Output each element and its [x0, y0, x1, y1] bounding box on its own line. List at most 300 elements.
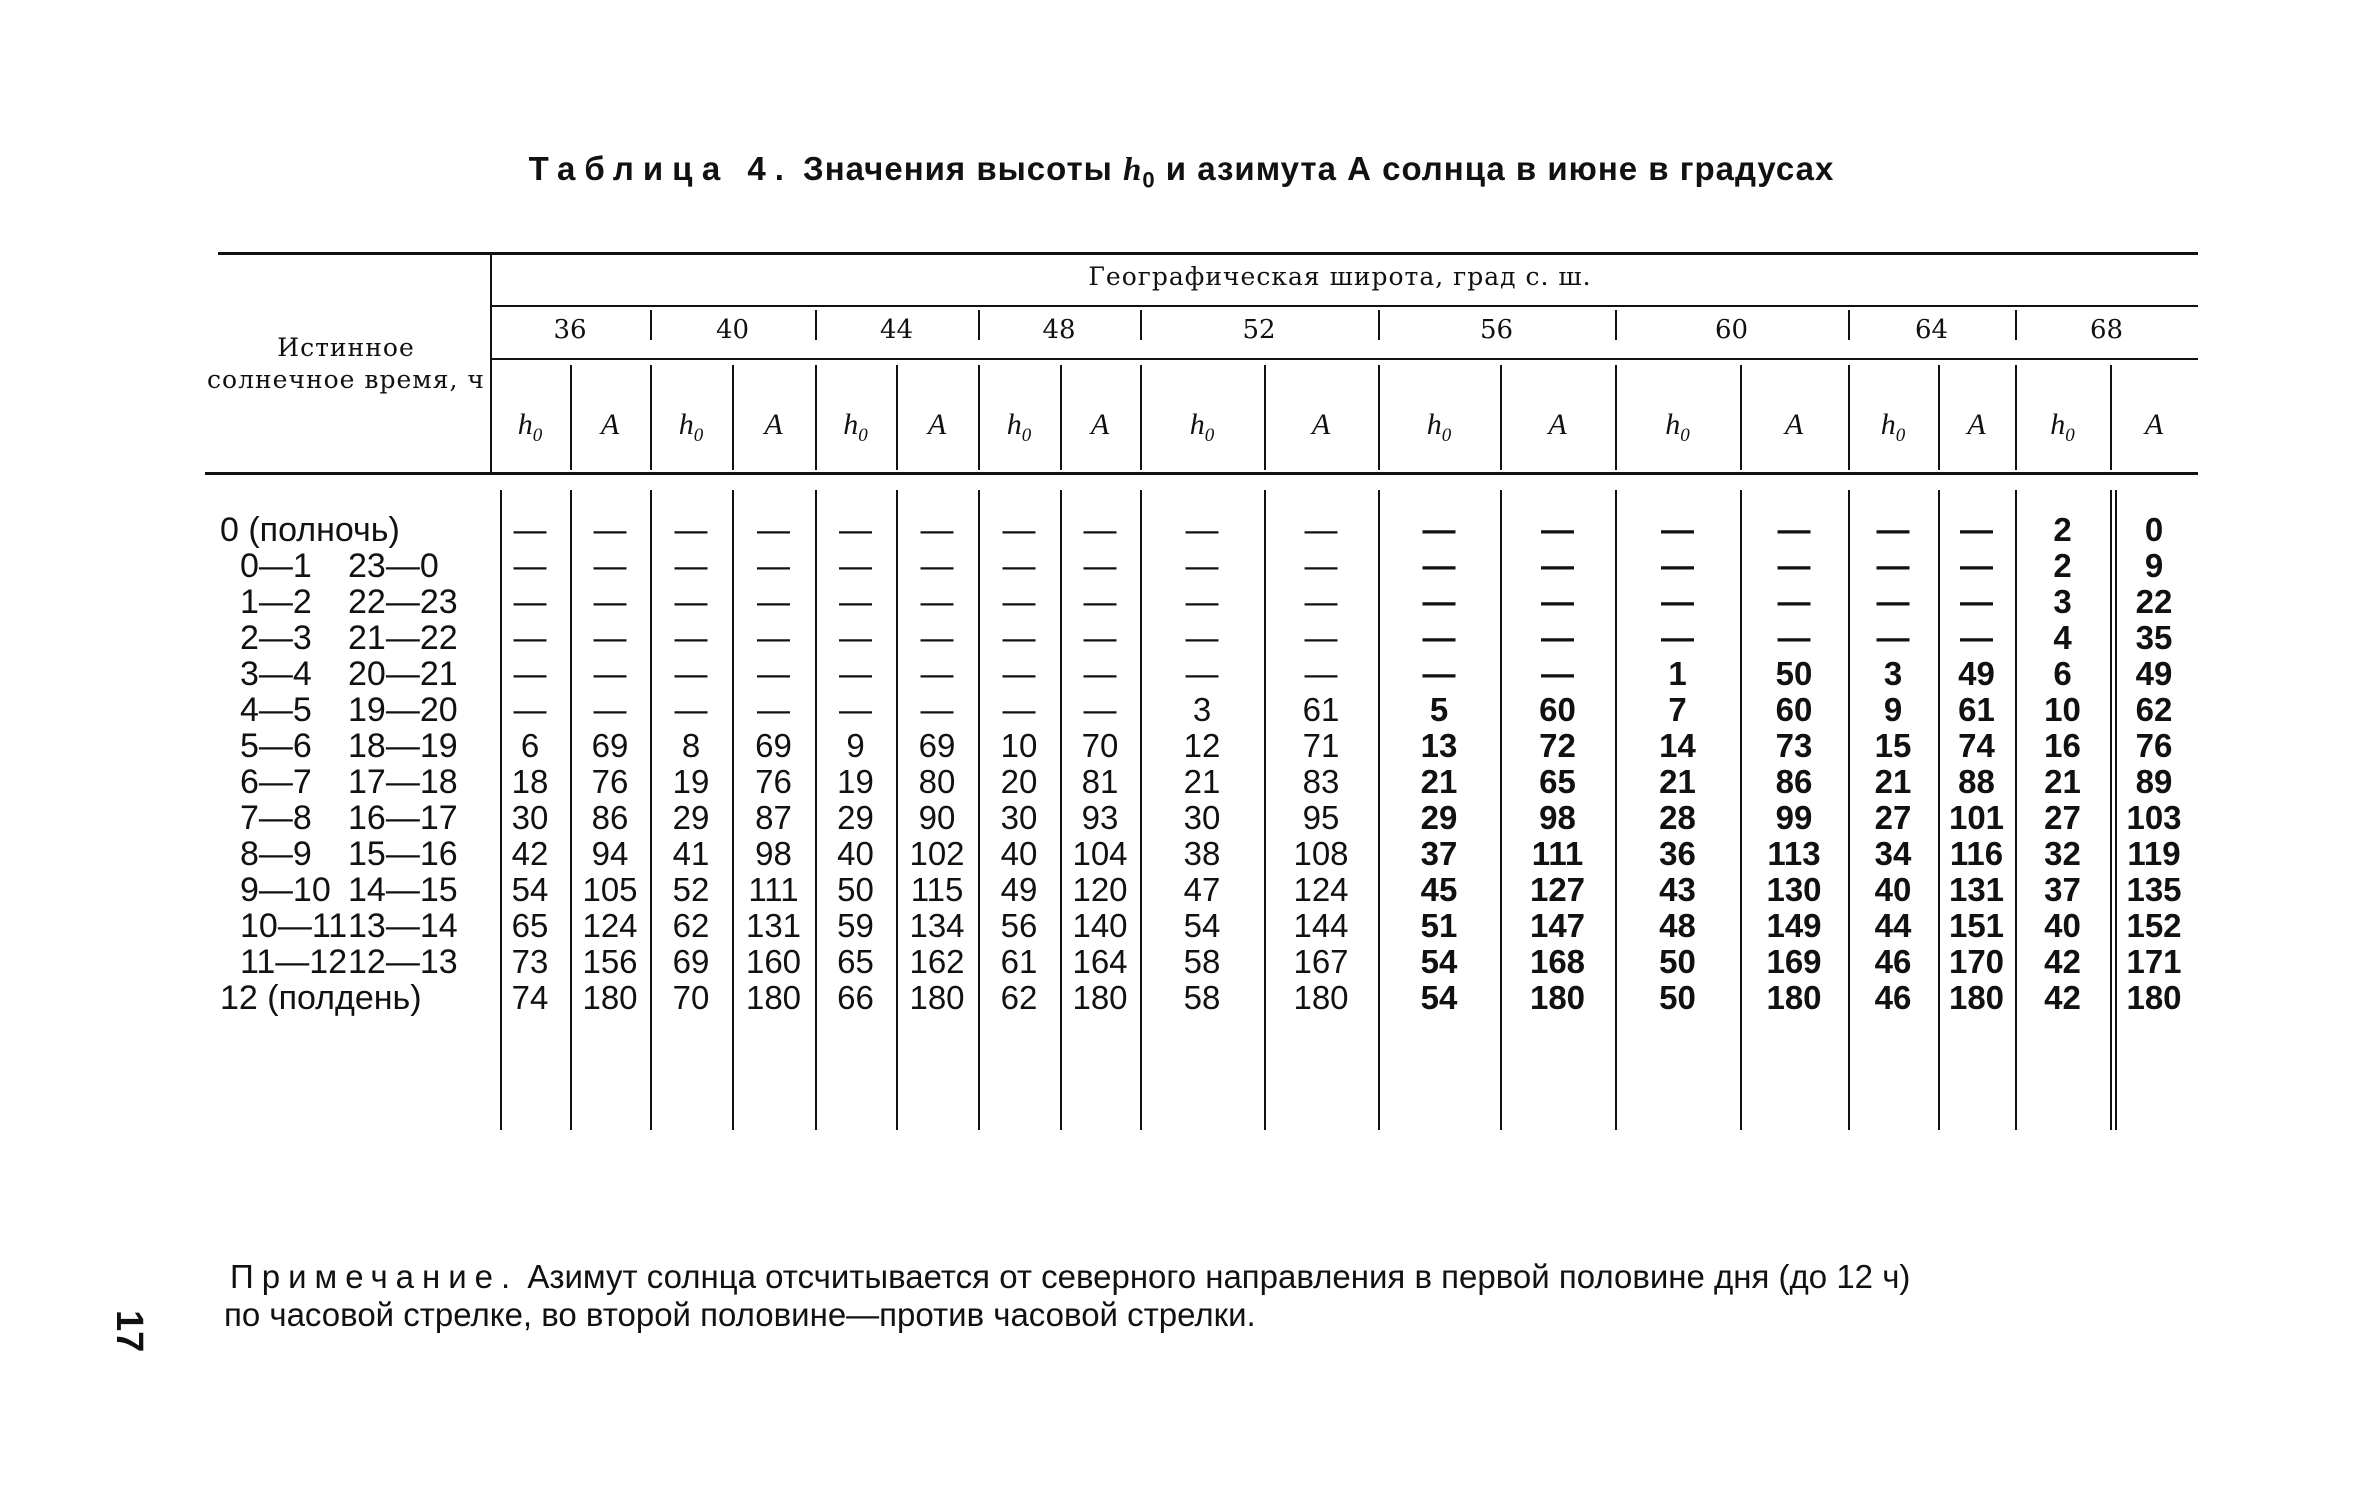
- table-cell: 87: [755, 799, 792, 836]
- table-cell: 21: [1874, 763, 1912, 800]
- table-cell: 1: [1668, 655, 1687, 692]
- table-cell: —: [1661, 511, 1694, 548]
- table-cell: 116: [1949, 835, 2004, 872]
- table-cell: —: [513, 655, 547, 692]
- row-label-morning: 10—11: [240, 907, 348, 945]
- latitude-label: 60: [1714, 315, 1749, 345]
- table-cell: 76: [591, 763, 629, 800]
- table-cell: —: [1777, 547, 1811, 584]
- table-title: [0, 150, 2363, 194]
- column-60-h: [1615, 512, 1740, 1016]
- table-cell: —: [1541, 619, 1574, 656]
- note-line-1: Азимут солнца отсчитывается от северного направления в первой половине дня (до 12 ч): [527, 1258, 1911, 1295]
- table-cell: 0: [2144, 511, 2164, 548]
- table-cell: 60: [1539, 691, 1576, 728]
- table-cell: 119: [2127, 835, 2181, 872]
- table-cell: 10: [1000, 727, 1038, 764]
- subheader-h0: $h_0$: [1006, 408, 1032, 446]
- table-cell: 56: [1000, 907, 1038, 944]
- table-cell: 52: [672, 871, 710, 908]
- row-header: Истинное солнечное время, ч: [207, 333, 485, 394]
- table-cell: —: [839, 511, 872, 548]
- table-cell: —: [1960, 547, 1993, 584]
- table-cell: 69: [918, 727, 956, 764]
- note-label: Примечание.: [230, 1258, 519, 1295]
- row-label-evening: 17—18: [348, 763, 458, 801]
- table-cell: 70: [672, 979, 710, 1016]
- row-label-evening: 12—13: [348, 943, 458, 981]
- table-cell: 37: [1420, 835, 1458, 872]
- table-cell: 80: [918, 763, 956, 800]
- latitude-header: Географическая широта, град с. ш.: [1088, 262, 1592, 291]
- table-cell: —: [1002, 547, 1036, 584]
- table-cell: —: [1304, 511, 1338, 548]
- table-cell: —: [1422, 583, 1456, 620]
- table-cell: 62: [2135, 691, 2173, 728]
- table-cell: 51: [1420, 907, 1458, 944]
- table-cell: 22: [2135, 583, 2173, 620]
- table-cell: —: [1541, 511, 1574, 548]
- table-cell: 180: [582, 979, 638, 1016]
- row-label-morning: 3—4: [240, 655, 312, 693]
- table-cell: 72: [1539, 727, 1576, 764]
- table-cell: 46: [1874, 943, 1912, 980]
- table-cell: 58: [1183, 979, 1221, 1016]
- subheader-a: A: [1784, 408, 1804, 441]
- table-cell: 10: [2044, 691, 2081, 728]
- table-cell: —: [1422, 655, 1456, 692]
- title-prefix: Таблица 4.: [528, 150, 793, 187]
- subheader-a: A: [2144, 408, 2164, 441]
- table-cell: —: [1422, 511, 1456, 548]
- table-cell: 29: [672, 799, 710, 836]
- table-cell: 69: [755, 727, 792, 764]
- table-cell: 6: [2053, 655, 2072, 692]
- table-cell: 9: [2144, 547, 2164, 584]
- table-cell: —: [920, 547, 954, 584]
- table-cell: —: [757, 583, 790, 620]
- table-cell: 49: [1958, 655, 1995, 692]
- table-cell: —: [1960, 619, 1993, 656]
- table-cell: 40: [1000, 835, 1038, 872]
- column-56-h: [1378, 512, 1500, 1016]
- table-cell: —: [757, 511, 790, 548]
- table-cell: —: [1777, 511, 1811, 548]
- subheader-a: A: [927, 408, 947, 441]
- table-cell: —: [1002, 691, 1036, 728]
- table-cell: 29: [1420, 799, 1458, 836]
- table-cell: 180: [745, 979, 802, 1016]
- table-cell: 90: [918, 799, 956, 836]
- table-cell: 3: [2053, 583, 2072, 620]
- table-cell: —: [839, 691, 872, 728]
- table-cell: —: [1777, 583, 1811, 620]
- table-cell: —: [1304, 619, 1338, 656]
- table-cell: —: [1002, 655, 1036, 692]
- table-cell: 40: [1874, 871, 1912, 908]
- row-label-morning: 2—3: [240, 619, 312, 657]
- column-40-h: [650, 512, 732, 1016]
- subheader-h0: $h_0$: [1189, 408, 1215, 446]
- row-label-evening: 23—0: [348, 547, 439, 585]
- subheader-h0: $h_0$: [1426, 408, 1452, 446]
- table-cell: 38: [1183, 835, 1221, 872]
- table-cell: 108: [1293, 835, 1349, 872]
- note: [224, 1258, 2230, 1334]
- table-cell: 61: [1958, 691, 1995, 728]
- column-40-A: [732, 512, 815, 1016]
- table-cell: 111: [1531, 835, 1584, 872]
- table-cell: 73: [511, 943, 549, 980]
- table-cell: —: [1185, 547, 1219, 584]
- row-label-morning: 1—2: [240, 583, 312, 621]
- row-label-morning: 0 (полночь): [220, 511, 400, 549]
- subheader-h0: $h_0$: [2050, 408, 2075, 446]
- table-cell: 5: [1429, 691, 1449, 728]
- table-cell: 135: [2126, 871, 2182, 908]
- column-52-A: [1264, 512, 1378, 1016]
- subheader-rule: [490, 358, 2198, 360]
- table-cell: 58: [1183, 943, 1221, 980]
- table-cell: —: [1083, 583, 1117, 620]
- subheader-h0: $h_0$: [517, 408, 543, 446]
- table-cell: 42: [511, 835, 549, 872]
- table-cell: —: [1083, 655, 1117, 692]
- table-cell: 42: [2044, 979, 2081, 1016]
- table-cell: 115: [910, 871, 964, 908]
- table-cell: —: [674, 511, 708, 548]
- table-cell: 50: [837, 871, 874, 908]
- latitude-label: 48: [1042, 315, 1076, 345]
- subheader-h0: $h_0$: [678, 408, 704, 446]
- table-cell: —: [593, 691, 627, 728]
- table-cell: —: [513, 583, 547, 620]
- row-label-morning: 6—7: [240, 763, 312, 801]
- table-cell: 30: [1000, 799, 1038, 836]
- column-64-A: [1938, 512, 2015, 1016]
- table-cell: —: [757, 547, 790, 584]
- table-cell: 54: [511, 871, 549, 908]
- latitude-label: 56: [1479, 315, 1514, 345]
- table-cell: 50: [1775, 655, 1813, 692]
- table-cell: 134: [909, 907, 965, 944]
- table-cell: 48: [1659, 907, 1696, 944]
- table-cell: —: [1541, 547, 1574, 584]
- table-cell: 27: [1874, 799, 1912, 836]
- table-cell: —: [757, 655, 790, 692]
- table-cell: 2: [2053, 511, 2072, 548]
- table-cell: 30: [1183, 799, 1221, 836]
- table-cell: 40: [2044, 907, 2081, 944]
- column-36-h: [490, 512, 570, 1016]
- table-cell: —: [839, 619, 872, 656]
- table-cell: 151: [1948, 907, 2005, 944]
- table-cell: 3: [1883, 655, 1903, 692]
- table-cell: 29: [837, 799, 874, 836]
- table-cell: 35: [2135, 619, 2173, 656]
- table-cell: 73: [1775, 727, 1813, 764]
- table-cell: 62: [672, 907, 710, 944]
- table-cell: 169: [1766, 943, 1822, 980]
- table-cell: 9: [846, 727, 865, 764]
- table-cell: 149: [1766, 907, 1822, 944]
- table-cell: 86: [1775, 763, 1813, 800]
- table-cell: 81: [1081, 763, 1119, 800]
- row-label-evening: 22—23: [348, 583, 458, 621]
- table-cell: 69: [591, 727, 629, 764]
- table-cell: 8: [681, 727, 701, 764]
- table-cell: 83: [1302, 763, 1340, 800]
- table-cell: 104: [1072, 835, 1128, 872]
- table-cell: —: [1541, 655, 1574, 692]
- table-cell: —: [920, 511, 954, 548]
- table-cell: 74: [1958, 727, 1995, 764]
- table-cell: —: [1083, 511, 1117, 548]
- table-cell: 140: [1072, 907, 1128, 944]
- row-label-evening: 20—21: [348, 655, 458, 693]
- table-cell: 99: [1775, 799, 1813, 836]
- table-cell: 49: [1000, 871, 1038, 908]
- row-label-evening: 21—22: [348, 619, 458, 657]
- table-cell: 28: [1659, 799, 1696, 836]
- table-cell: 74: [511, 979, 549, 1016]
- table-cell: —: [674, 691, 708, 728]
- table-cell: —: [1185, 655, 1219, 692]
- table-cell: 34: [1874, 835, 1912, 872]
- table-cell: 15: [1874, 727, 1912, 764]
- table-cell: 98: [1539, 799, 1576, 836]
- table-cell: 61: [1000, 943, 1038, 980]
- table-cell: —: [1304, 655, 1338, 692]
- table-cell: 93: [1081, 799, 1119, 836]
- row-label-evening: 16—17: [348, 799, 458, 837]
- table-cell: 59: [837, 907, 874, 944]
- subheader-a: A: [1967, 408, 1986, 441]
- table-cell: 65: [511, 907, 549, 944]
- column-48-A: [1060, 512, 1140, 1016]
- column-60-A: [1740, 512, 1848, 1016]
- subheader-h0: $h_0$: [1665, 408, 1690, 446]
- table-cell: 88: [1958, 763, 1995, 800]
- subheader-h0: $h_0$: [1880, 408, 1906, 446]
- table-cell: 71: [1302, 727, 1340, 764]
- table-cell: —: [513, 619, 547, 656]
- table-cell: 44: [1874, 907, 1912, 944]
- table-cell: —: [513, 511, 547, 548]
- subheader-a: A: [764, 408, 783, 441]
- title-symbol: h: [1123, 152, 1143, 188]
- row-label-evening: 14—15: [348, 871, 458, 909]
- table-cell: —: [1304, 547, 1338, 584]
- row-label-morning: 12 (полдень): [220, 979, 422, 1017]
- title-suffix: и азимута А солнца в июне в градусах: [1165, 150, 1835, 187]
- table-cell: 144: [1293, 907, 1349, 944]
- table-cell: —: [1083, 547, 1117, 584]
- table-cell: 32: [2044, 835, 2081, 872]
- table-cell: —: [593, 511, 627, 548]
- table-cell: 21: [1420, 763, 1458, 800]
- table-cell: —: [1002, 511, 1036, 548]
- subheader-a: A: [600, 408, 620, 441]
- table-cell: 147: [1529, 907, 1586, 944]
- table-cell: 21: [1659, 763, 1696, 800]
- table-cell: 46: [1874, 979, 1912, 1016]
- latitude-label: 68: [2089, 315, 2124, 345]
- column-48-h: [978, 512, 1060, 1016]
- table-cell: 168: [1529, 943, 1586, 980]
- table-cell: —: [513, 547, 547, 584]
- title-text: Значения высоты: [803, 150, 1113, 187]
- table-cell: —: [920, 619, 954, 656]
- table-cell: 65: [1539, 763, 1576, 800]
- table-cell: —: [920, 583, 954, 620]
- table-cell: —: [674, 655, 708, 692]
- table-cell: —: [674, 583, 708, 620]
- table-cell: 61: [1302, 691, 1340, 728]
- table-cell: —: [757, 619, 790, 656]
- table-cell: 180: [1529, 979, 1586, 1016]
- table-cell: 102: [909, 835, 965, 872]
- table-cell: 54: [1420, 979, 1458, 1016]
- table-cell: 124: [1293, 871, 1349, 908]
- table-cell: —: [1422, 619, 1456, 656]
- table-cell: 160: [745, 943, 802, 980]
- latitude-label: 36: [553, 315, 587, 345]
- table-cell: —: [1002, 619, 1036, 656]
- table-cell: —: [1661, 547, 1694, 584]
- table-cell: 103: [2126, 799, 2182, 836]
- table-cell: 60: [1775, 691, 1813, 728]
- table-cell: 54: [1183, 907, 1221, 944]
- header-bottom-rule: [205, 472, 2198, 475]
- table-cell: 89: [2135, 763, 2173, 800]
- table-cell: 65: [837, 943, 874, 980]
- table-cell: 6: [520, 727, 540, 764]
- table-cell: 37: [2044, 871, 2081, 908]
- table-cell: —: [1876, 583, 1910, 620]
- table-cell: —: [1185, 583, 1219, 620]
- column-68-A: [2110, 512, 2198, 1016]
- table-cell: 171: [2126, 943, 2182, 980]
- table-cell: —: [1876, 619, 1910, 656]
- row-label-morning: 7—8: [240, 799, 312, 837]
- table-cell: 50: [1659, 979, 1696, 1016]
- table-cell: 86: [591, 799, 629, 836]
- table-cell: 3: [1192, 691, 1212, 728]
- table-cell: —: [1661, 583, 1694, 620]
- latitude-label: 44: [879, 315, 914, 345]
- table-cell: 152: [2126, 907, 2182, 944]
- table-cell: 2: [2053, 547, 2072, 584]
- table-cell: 180: [1293, 979, 1349, 1016]
- top-rule: [218, 252, 2198, 255]
- table-cell: —: [1661, 619, 1694, 656]
- latitude-label: 64: [1914, 315, 1949, 345]
- table-cell: —: [839, 547, 872, 584]
- latitude-label: 40: [715, 315, 750, 345]
- row-label-morning: 0—1: [240, 547, 312, 585]
- table-cell: 45: [1420, 871, 1458, 908]
- column-52-h: [1140, 512, 1264, 1016]
- latitude-rule: [490, 305, 2198, 307]
- table-cell: —: [1185, 511, 1219, 548]
- table-cell: —: [1083, 619, 1117, 656]
- table-cell: —: [1304, 583, 1338, 620]
- table-cell: —: [674, 619, 708, 656]
- table-cell: 7: [1668, 691, 1687, 728]
- subheader-a: A: [1311, 408, 1331, 441]
- table-cell: 36: [1659, 835, 1696, 872]
- table-cell: 127: [1529, 871, 1586, 908]
- table-cell: 98: [755, 835, 792, 872]
- table-cell: 167: [1293, 943, 1349, 980]
- table-cell: 27: [2044, 799, 2081, 836]
- row-label-evening: 18—19: [348, 727, 458, 765]
- table-cell: 4: [2053, 619, 2072, 656]
- title-symbol-sub: 0: [1142, 167, 1156, 193]
- table-cell: —: [839, 655, 872, 692]
- table-cell: 70: [1081, 727, 1119, 764]
- table-cell: —: [593, 619, 627, 656]
- table-cell: 76: [755, 763, 792, 800]
- table-cell: 43: [1659, 871, 1696, 908]
- table-cell: 19: [672, 763, 710, 800]
- table-cell: 50: [1659, 943, 1696, 980]
- table-cell: —: [757, 691, 790, 728]
- table-cell: 105: [582, 871, 638, 908]
- subheader-a: A: [1090, 408, 1110, 441]
- table-cell: 20: [1000, 763, 1038, 800]
- table-cell: 21: [1183, 763, 1221, 800]
- table-cell: 162: [909, 943, 965, 980]
- table-cell: 180: [2126, 979, 2182, 1016]
- subheader-h0: $h_0$: [843, 408, 868, 446]
- table-cell: 76: [2135, 727, 2173, 764]
- table-cell: 19: [837, 763, 874, 800]
- table-cell: 62: [1000, 979, 1038, 1016]
- table-cell: —: [1876, 511, 1910, 548]
- table-cell: 18: [511, 763, 549, 800]
- table-cell: 113: [1767, 835, 1821, 872]
- table-cell: 156: [582, 943, 638, 980]
- table-cell: 47: [1183, 871, 1221, 908]
- table-cell: 21: [2044, 763, 2081, 800]
- table-cell: 180: [1948, 979, 2005, 1016]
- table-cell: —: [1960, 583, 1993, 620]
- table-cell: 13: [1420, 727, 1458, 764]
- page-number: 17: [108, 1310, 150, 1353]
- table-cell: —: [593, 547, 627, 584]
- table-cell: —: [1960, 511, 1993, 548]
- table-cell: —: [513, 691, 547, 728]
- table-cell: 54: [1420, 943, 1458, 980]
- latitude-label: 52: [1242, 315, 1276, 345]
- table-cell: 111: [748, 871, 799, 908]
- column-44-h: [815, 512, 896, 1016]
- row-label-morning: 8—9: [240, 835, 312, 873]
- table-cell: —: [1083, 691, 1117, 728]
- row-label-evening: 19—20: [348, 691, 458, 729]
- column-44-A: [896, 512, 978, 1016]
- row-label-morning: 11—12: [240, 943, 348, 981]
- column-68-h: [2015, 512, 2110, 1016]
- table-cell: —: [920, 691, 954, 728]
- table-cell: 12: [1183, 727, 1221, 764]
- table-cell: 30: [511, 799, 549, 836]
- table-cell: —: [674, 547, 708, 584]
- table-cell: —: [920, 655, 954, 692]
- table-cell: 94: [591, 835, 629, 872]
